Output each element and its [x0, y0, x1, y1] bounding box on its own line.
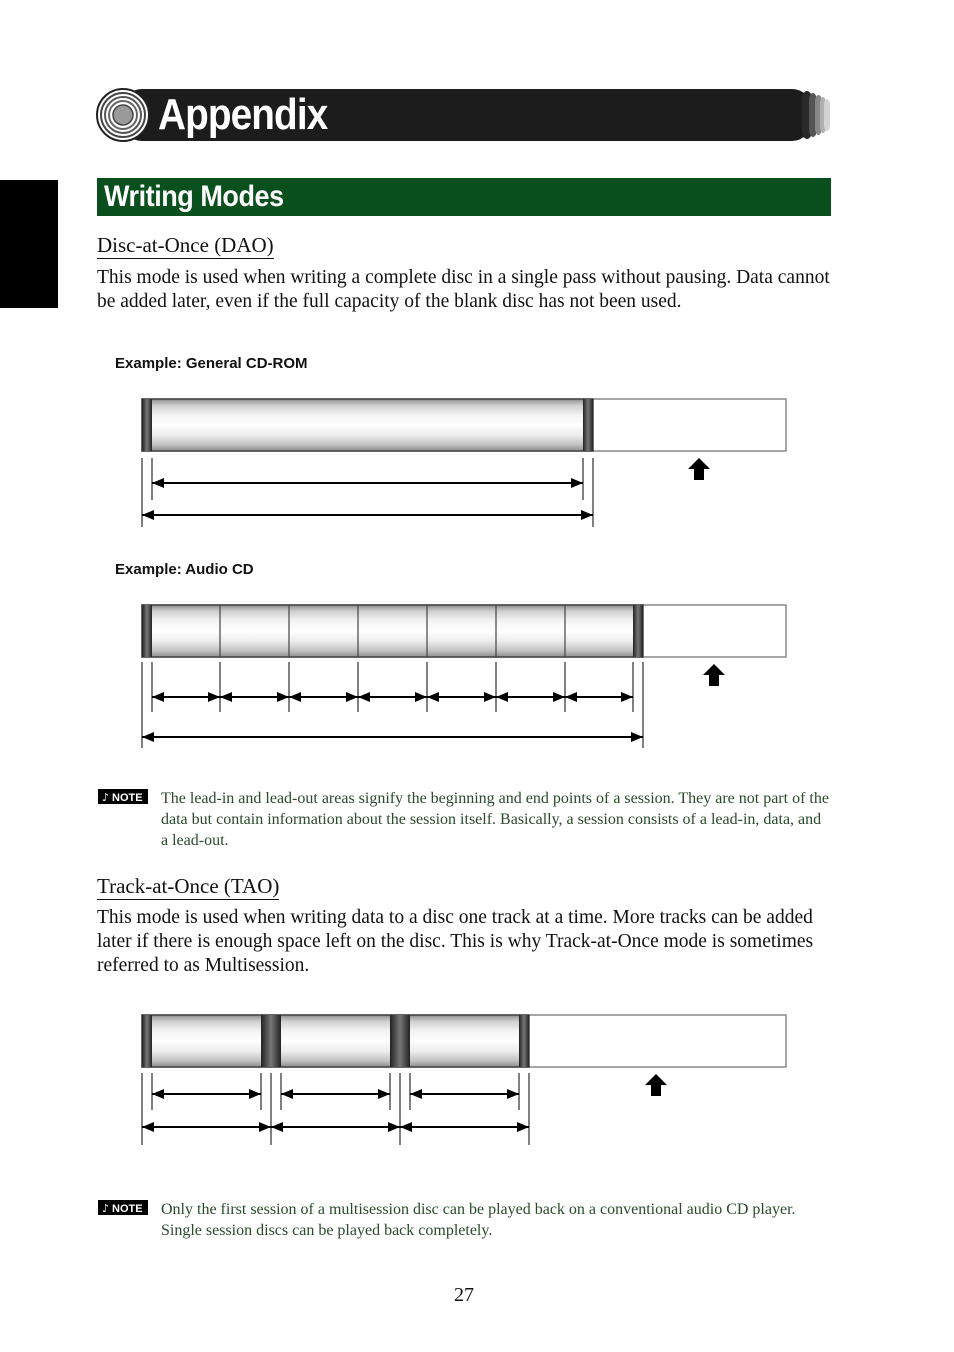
note-icon: [98, 1200, 148, 1215]
section-title: Writing Modes: [104, 180, 284, 213]
example-audio-label: Example: Audio CD: [115, 561, 254, 578]
tao-diagram: [142, 1015, 786, 1145]
note-text-leadin: The lead-in and lead-out areas signify the beginning and end points of a session. They are not part of the data but contain information about the session itself. Basically, a session consists of a lead-in, data, and a lead-out.: [161, 790, 829, 849]
cdrom-diagram: [142, 399, 786, 527]
svg-text:♪: ♪: [102, 791, 110, 804]
note-icon: [98, 789, 148, 804]
audio-cd-diagram: [142, 605, 786, 748]
svg-text:NOTE: NOTE: [112, 1203, 143, 1215]
tao-body: This mode is used when writing data to a disc one track at a time. More tracks can be added later if there is enough space left on the disc. This is why Track-at-Once mode is sometimes referred to as Multisession.: [97, 907, 814, 976]
note-text-multisession: Only the first session of a multisession disc can be played back on a conventional audio CD player. Single session discs can be played back completely.: [161, 1201, 796, 1239]
example-cdrom-label: Example: General CD-ROM: [115, 355, 308, 372]
dao-body: This mode is used when writing a complete disc in a single pass without pausing. Data cannot be added later, even if the full capacity of the blank disc has not been used.: [97, 267, 830, 312]
svg-text:NOTE: NOTE: [112, 792, 143, 804]
page-title: Appendix: [158, 90, 328, 139]
dao-heading: Disc-at-Once (DAO): [97, 233, 274, 257]
page-number: 27: [454, 1284, 474, 1306]
svg-text:♪: ♪: [102, 1202, 110, 1215]
tao-heading: Track-at-Once (TAO): [97, 874, 280, 898]
